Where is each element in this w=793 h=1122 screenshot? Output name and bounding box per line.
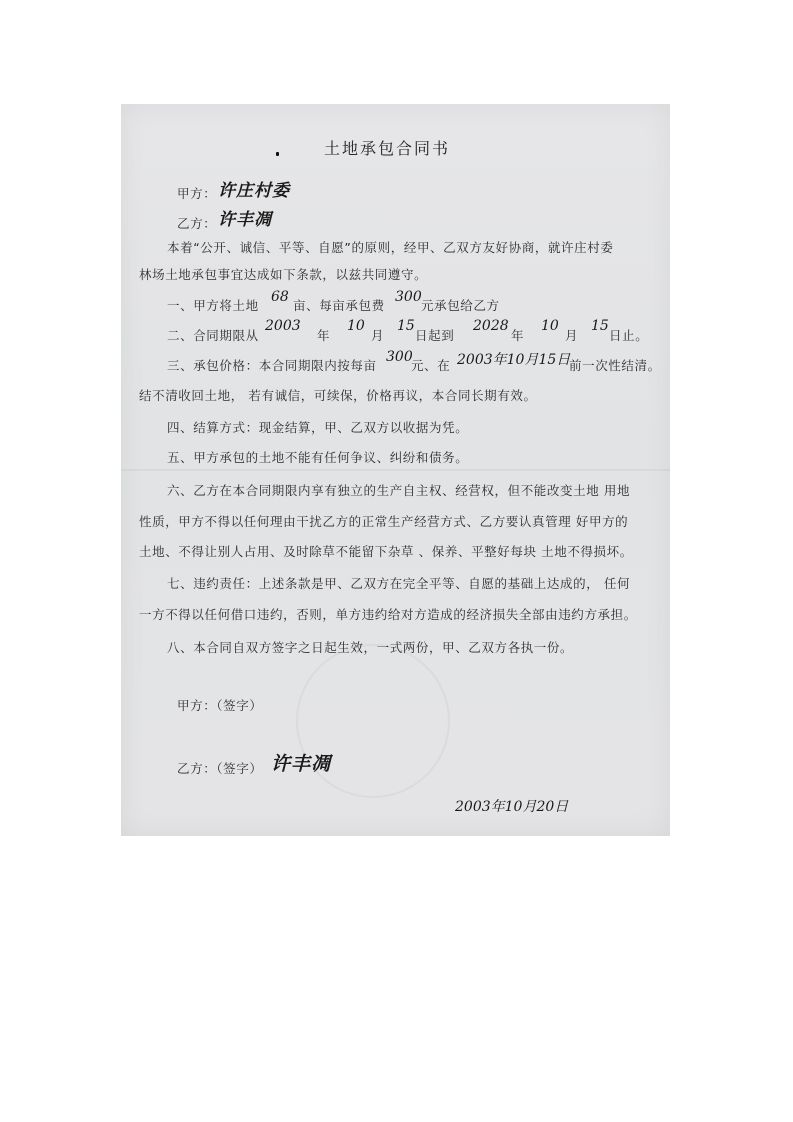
clause-2-month-label-1: 月 — [371, 328, 385, 343]
clause-3-line-2: 结不清收回土地， 若有诚信，可续保，价格再议，本合同长期有效。 — [139, 388, 537, 403]
clause-2-start-day: 15 — [397, 318, 415, 334]
clause-3-suffix: 前一次性结清。 — [569, 358, 661, 373]
clause-1-suffix: 元承包给乙方 — [421, 298, 500, 313]
clause-8: 八、本合同自双方签字之日起生效，一式两份，甲、乙双方各执一份。 — [167, 640, 574, 655]
clause-2-start-year: 2003 — [265, 318, 301, 334]
clause-2-year-label-1: 年 — [317, 328, 331, 343]
signing-date: 2003年10月20日 — [455, 799, 569, 815]
clause-2-month-label-2: 月 — [565, 328, 579, 343]
paper-fold — [121, 469, 670, 471]
clause-6-line-3: 土地、不得让别人占用、及时除草不能留下杂草 、保养、平整好每块 土地不得损坏。 — [139, 544, 633, 559]
clause-2-end-day: 15 — [591, 318, 609, 334]
party-b-name: 许丰凋 — [218, 210, 272, 230]
clause-2-day-label-1: 日起到 — [415, 328, 455, 343]
clause-2-year-label-2: 年 — [511, 328, 525, 343]
party-b-label: 乙方： — [177, 216, 217, 231]
clause-6-line-1: 六、乙方在本合同期限内享有独立的生产自主权、经营权，但不能改变土地 用地 — [167, 483, 631, 498]
clause-1-area: 68 — [271, 289, 289, 305]
clause-3-prefix: 三、承包价格：本合同期限内按每亩 — [167, 358, 377, 373]
clause-1-mid: 亩、每亩承包费 — [293, 298, 385, 313]
clause-1-prefix: 一、甲方将土地 — [167, 298, 259, 313]
party-a-label: 甲方： — [177, 186, 217, 201]
clause-7-line-2: 一方不得以任何借口违约，否则，单方违约给对方造成的经济损失全部由违约方承担。 — [139, 607, 637, 622]
party-a-signature-label: 甲方：（签字） — [177, 698, 263, 713]
document-title: 土地承包合同书 — [324, 139, 451, 158]
clause-2-day-label-2: 日止。 — [609, 328, 649, 343]
clause-2-prefix: 二、合同期限从 — [167, 328, 259, 343]
intro-line-1: 本着“公开、诚信、平等、自愿”的原则，经甲、乙双方友好协商，就许庄村委 — [167, 240, 614, 255]
party-a-name: 许庄村委 — [218, 181, 290, 201]
clause-1-fee: 300 — [395, 289, 422, 305]
ink-dot — [276, 152, 279, 156]
clause-3-mid: 元、在 — [411, 358, 451, 373]
clause-3-price: 300 — [386, 349, 413, 365]
contract-document — [121, 104, 670, 836]
clause-4: 四、结算方式：现金结算，甲、乙双方以收据为凭。 — [167, 420, 469, 435]
party-b-signature-label: 乙方：（签字） — [177, 761, 263, 776]
party-b-signature: 许丰凋 — [271, 753, 332, 775]
clause-6-line-2: 性质，甲方不得以任何理由干扰乙方的正常生产经营方式、乙方要认真管理 好甲方的 — [139, 514, 629, 529]
clause-2-start-month: 10 — [347, 318, 365, 334]
clause-2-end-year: 2028 — [473, 318, 509, 334]
clause-7-line-1: 七、违约责任：上述条款是甲、乙双方在完全平等、自愿的基础上达成的， 任何 — [167, 576, 631, 591]
clause-2-end-month: 10 — [541, 318, 559, 334]
clause-5: 五、甲方承包的土地不能有任何争议、纠纷和债务。 — [167, 450, 469, 465]
intro-line-2: 林场土地承包事宜达成如下条款，以兹共同遵守。 — [139, 267, 428, 282]
clause-3-pay-date: 2003年10月15日 — [457, 352, 571, 368]
